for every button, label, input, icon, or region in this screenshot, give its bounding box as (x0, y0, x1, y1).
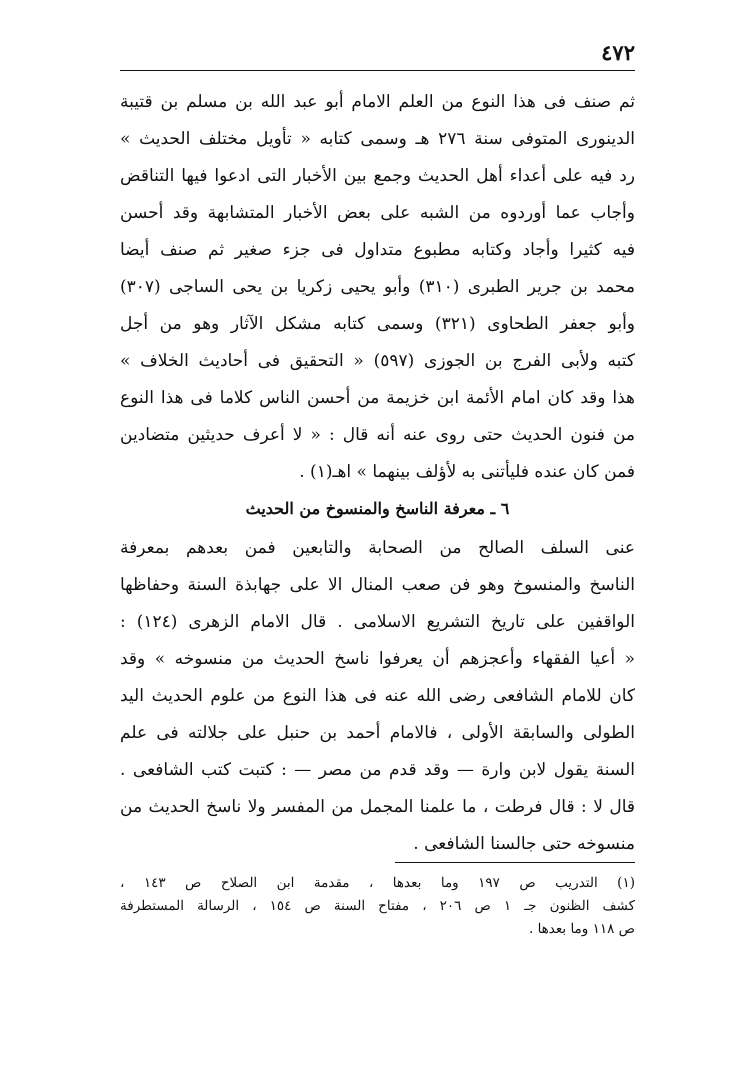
text-line: فيه كثيرا وأجاد وكتابه مطبوع متداول فى جزء صغير ثم صنف أيضا (120, 240, 635, 260)
text-line: ثم صنف فى هذا النوع من العلم الامام أبو عبد الله بن مسلم بن قتيبة (120, 92, 635, 112)
paragraph-nasikh-mansukh (120, 530, 635, 863)
text-line: كان للامام الشافعى رضى الله عنه فى هذا النوع من علوم الحديث اليد (120, 686, 635, 706)
text-line: قال لا : قال فرطت ، ما علمنا المجمل من المفسر ولا ناسخ الحديث من (120, 797, 635, 817)
text-line: « أعيا الفقهاء وأعجزهم أن يعرفوا ناسخ الحديث من منسوخه » وقد (120, 649, 635, 669)
text-line: من فنون الحديث حتى روى عنه أنه قال : « لا أعرف حديثين متضادين (120, 425, 635, 445)
text-line: الناسخ والمنسوخ وهو فن صعب المنال الا على جهابذة السنة وحفاظها (120, 575, 635, 595)
footnote-line: (١) التدريب ص ١٩٧ وما بعدها ، مقدمة ابن الصلاح ص ١٤٣ ، (120, 875, 635, 891)
section-heading: ٦ ـ معرفة الناسخ والمنسوخ من الحديث (245, 499, 510, 518)
paragraph-ibn-qutaybah (120, 84, 635, 491)
text-line: كتبه ولأبى الفرج بن الجوزى (٥٩٧) « التحقيق فى أحاديث الخلاف » (120, 351, 635, 371)
text-line: رد فيه على أعداء أهل الحديث وجمع بين الأخبار التى ادعوا فيها التناقض (120, 166, 635, 186)
header-rule (120, 70, 635, 71)
text-line: الدينورى المتوفى سنة ٢٧٦ هـ وسمى كتابه « تأويل مختلف الحديث » (120, 129, 635, 149)
text-line: محمد بن جرير الطبرى (٣١٠) وأبو يحيى زكريا بن يحى الساجى (٣٠٧) (120, 277, 635, 297)
text-line: فمن كان عنده فليأتنى به لأؤلف بينهما » اهـ(١) . (299, 462, 635, 482)
text-line: الواقفين على تاريخ التشريع الاسلامى . قال الامام الزهرى (١٢٤) : (120, 612, 635, 632)
text-line: الطولى والسابقة الأولى ، فالامام أحمد بن حنبل على جلالته فى علم (120, 723, 635, 743)
page-number: ٤٧٢ (601, 40, 635, 65)
text-line: وأبو جعفر الطحاوى (٣٢١) وسمى كتابه مشكل الآثار وهو من أجل (120, 314, 635, 334)
footnote-line: كشف الظنون جـ ١ ص ٢٠٦ ، مفتاح السنة ص ١٥٤ ، الرسالة المستطرفة (120, 898, 635, 914)
text-line: منسوخه حتى جالسنا الشافعى . (413, 834, 635, 854)
text-line: السنة يقول لابن وارة — وقد قدم من مصر — : كتبت كتب الشافعى . (120, 760, 635, 780)
footnotes (120, 872, 635, 941)
footnote-rule (395, 862, 635, 863)
footnote-line: ص ١١٨ وما بعدها . (528, 921, 635, 937)
text-line: وأجاب عما أوردوه من الشبه على بعض الأخبار المتشابهة وقد أحسن (120, 203, 635, 223)
text-line: عنى السلف الصالح من الصحابة والتابعين فمن بعدهم بمعرفة (120, 538, 635, 558)
text-line: هذا وقد كان امام الأئمة ابن خزيمة من أحسن الناس كلاما فى هذا النوع (120, 388, 635, 408)
